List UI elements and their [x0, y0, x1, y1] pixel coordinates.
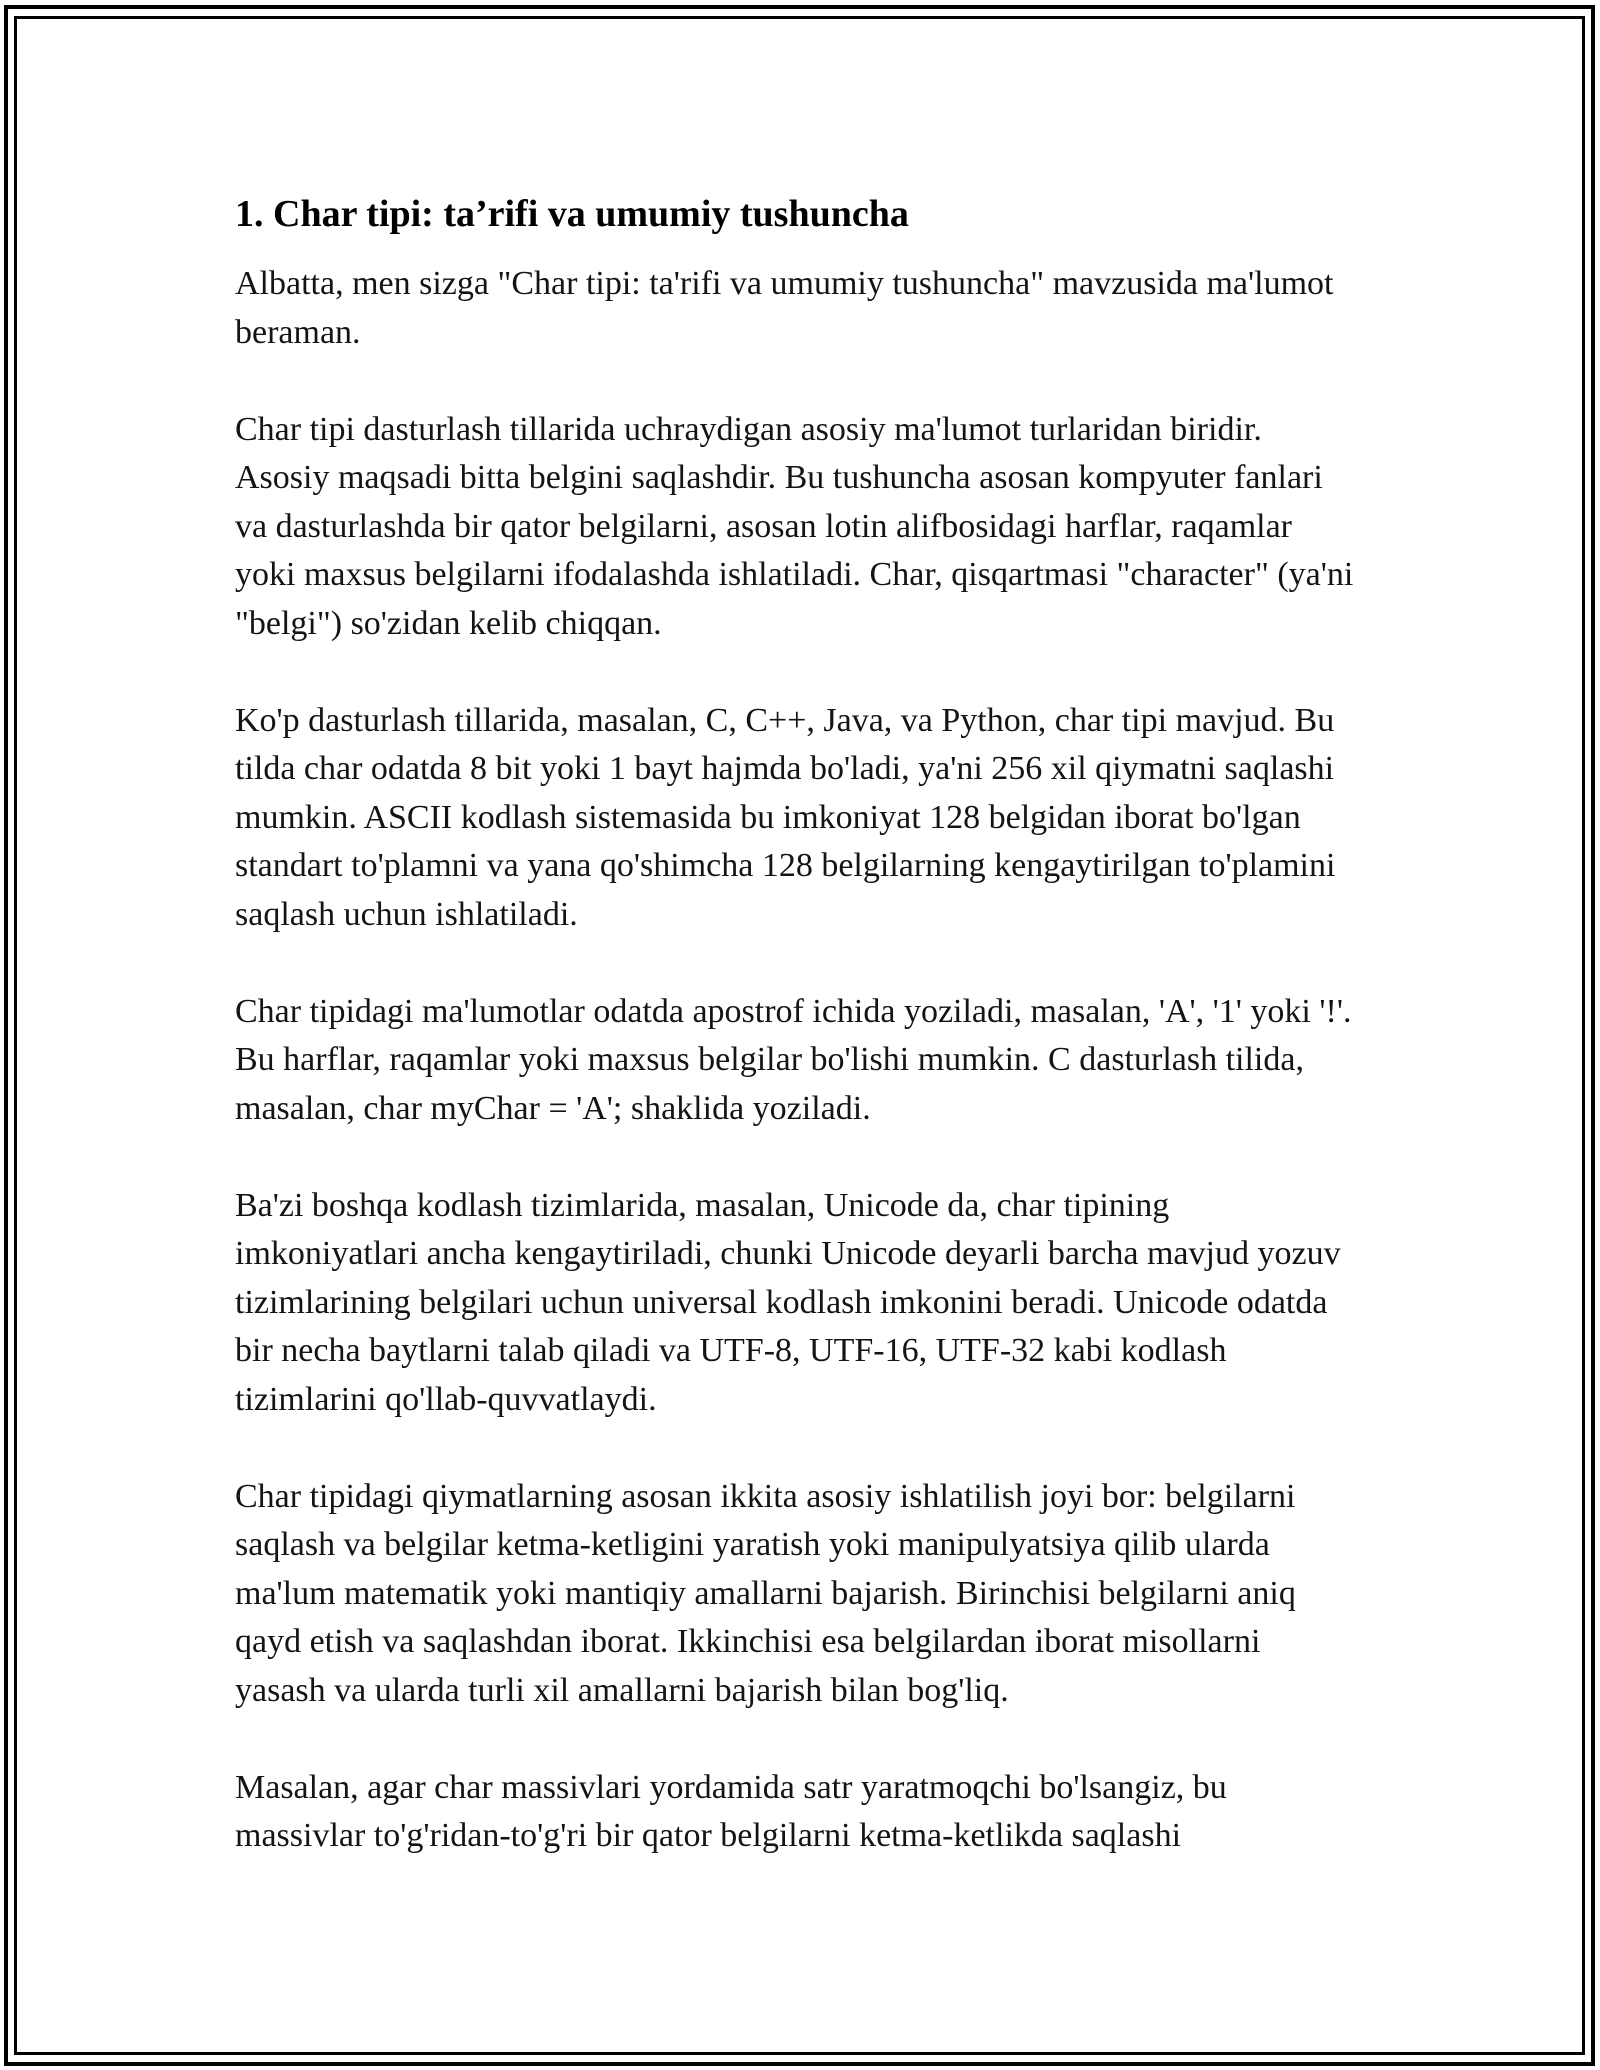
- document-body: [235, 188, 1355, 1861]
- paragraph-syntax: Char tipidagi ma'lumotlar odatda apostrof ichida yoziladi, masalan, 'A', '1' yoki '!'. Bu harflar, raqamlar yoki maxsus belgilar bo'lishi mumkin. C dasturlash tilida, masalan, char myChar = 'A'; shaklida yoziladi.: [235, 992, 1352, 1127]
- paragraph-definition: Char tipi dasturlash tillarida uchraydigan asosiy ma'lumot turlaridan biridir. Asosiy maqsadi bitta belgini saqlashdir. Bu tushuncha asosan kompyuter fanlari va dasturlashda bir qator belgilarni, asosan lotin alifbosidagi harflar, raqamlar yoki maxsus belgilarni ifodalashda ishlatiladi. Char, qisqartmasi "character" (ya'ni "belgi") so'zidan kelib chiqqan.: [235, 410, 1354, 642]
- paragraph-example: Masalan, agar char massivlari yordamida satr yaratmoqchi bo'lsangiz, bu massivlar to'g'ridan-to'g'ri bir qator belgilarni ketma-ketlikda saqlashi: [235, 1768, 1227, 1854]
- paragraph-unicode: Ba'zi boshqa kodlash tizimlarida, masalan, Unicode da, char tipining imkoniyatlari ancha kengaytiriladi, chunki Unicode deyarli barcha mavjud yozuv tizimlarining belgilari uchun universal kodlash imkonini beradi. Unicode odatda bir necha baytlarni talab qiladi va UTF-8, UTF-16, UTF-32 kabi kodlash tizimlarini qo'llab-quvvatlaydi.: [235, 1186, 1341, 1418]
- section-heading: 1. Char tipi: ta’rifi va umumiy tushuncha: [235, 193, 909, 235]
- paragraph-intro: Albatta, men sizga "Char tipi: ta'rifi va umumiy tushuncha" mavzusida ma'lumot beraman.: [235, 265, 1334, 351]
- paragraph-languages: Ko'p dasturlash tillarida, masalan, C, C++, Java, va Python, char tipi mavjud. Bu tilda char odatda 8 bit yoki 1 bayt hajmda bo'ladi, ya'ni 256 xil qiymatni saqlashi mumkin. ASCII kodlash sistemasida bu imkoniyat 128 belgidan iborat bo'lgan standart to'plamni va yana qo'shimcha 128 belgilarning kengaytirilgan to'plamini saqlash uchun ishlatiladi.: [235, 701, 1336, 933]
- paragraph-usage: Char tipidagi qiymatlarning asosan ikkita asosiy ishlatilish joyi bor: belgilarni saqlash va belgilar ketma-ketligini yaratish yoki manipulyatsiya qilib ularda ma'lum matematik yoki mantiqiy amallarni bajarish. Birinchisi belgilarni aniq qayd etish va saqlashdan iborat. Ikkinchisi esa belgilardan iborat misollarni yasash va ularda turli xil amallarni bajarish bilan bog'liq.: [235, 1477, 1296, 1709]
